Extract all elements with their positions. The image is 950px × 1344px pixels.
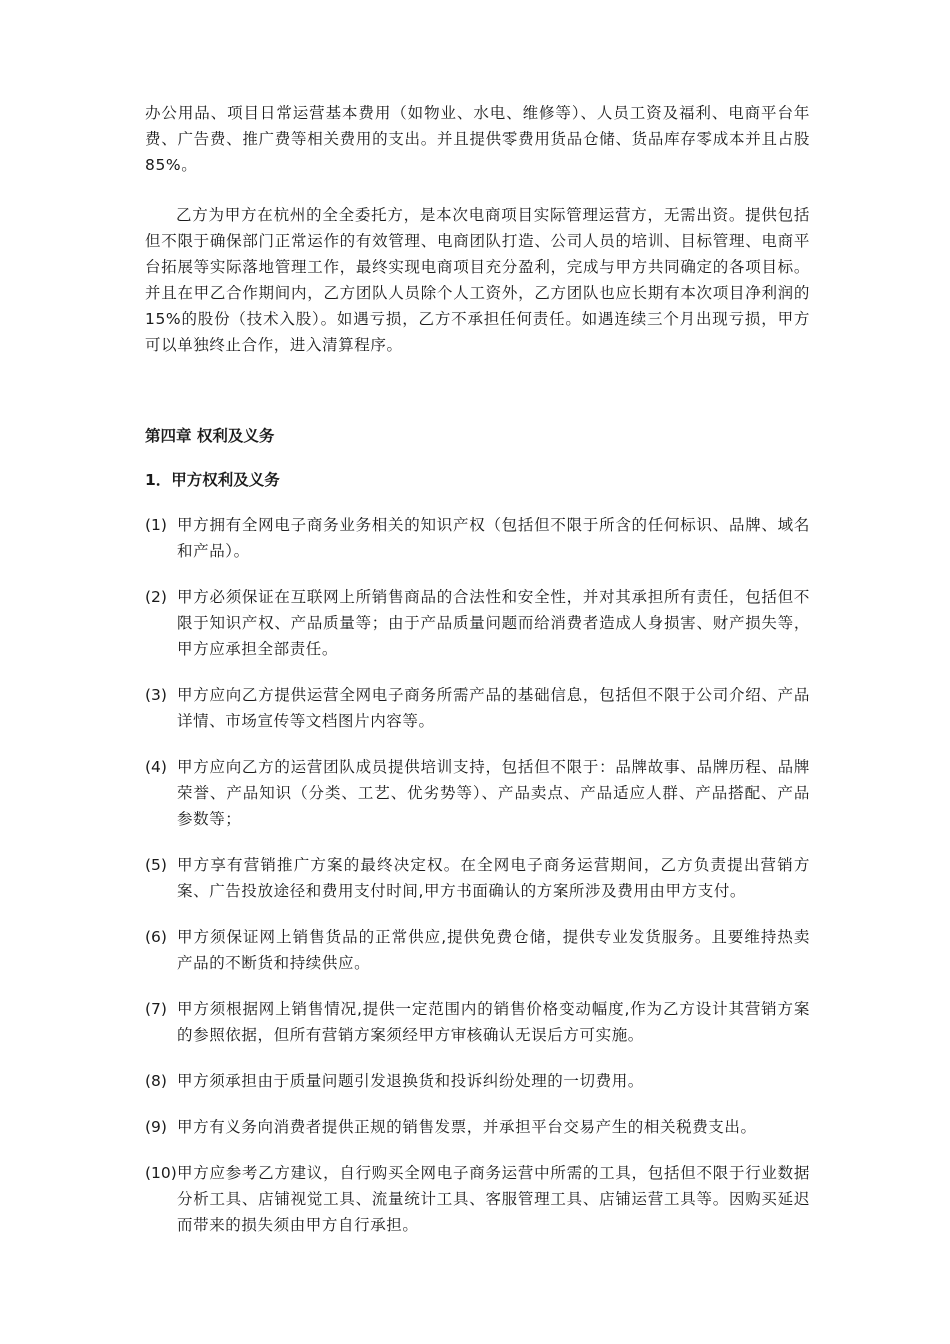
- list-item-text: 甲方应向乙方提供运营全网电子商务所需产品的基础信息，包括但不限于公司介绍、产品详情、市场宣传等文档图片内容等。: [177, 686, 810, 730]
- list-item-text: 甲方拥有全网电子商务业务相关的知识产权（包括但不限于所含的任何标识、品牌、域名和产品）。: [177, 516, 810, 560]
- list-item-text: 甲方有义务向消费者提供正规的销售发票，并承担平台交易产生的相关税费支出。: [177, 1118, 757, 1136]
- list-item-number: (9): [145, 1118, 167, 1136]
- list-item: [145, 1114, 810, 1140]
- list-item-number: (3): [145, 686, 167, 704]
- list-item-number: (5): [145, 856, 167, 874]
- list-item-text: 甲方须承担由于质量问题引发退换货和投诉纠纷处理的一切费用。: [177, 1072, 644, 1090]
- chapter-title: 第四章 权利及义务: [145, 427, 275, 445]
- list-item-number: (6): [145, 928, 167, 946]
- list-item-number: (8): [145, 1072, 167, 1090]
- list-item-text: 甲方须根据网上销售情况,提供一定范围内的销售价格变动幅度,作为乙方设计其营销方案的参照依据，但所有营销方案须经甲方审核确认无误后方可实施。: [177, 1000, 810, 1044]
- list-item: [145, 852, 810, 904]
- list-item: [145, 682, 810, 734]
- paragraph-2: 乙方为甲方在杭州的全全委托方，是本次电商项目实际管理运营方，无需出资。提供包括但不限于确保部门正常运作的有效管理、电商团队打造、公司人员的培训、目标管理、电商平台拓展等实际落地管理工作，最终实现电商项目充分盈利，完成与甲方共同确定的各项目标。并且在甲乙合作期间内，乙方团队人员除个人工资外，乙方团队也应长期有本次项目净利润的 15%的股份（技术入股）。如遇亏损，乙方不承担任何责任。如遇连续三个月出现亏损，甲方可以单独终止合作，进入清算程序。: [145, 206, 810, 354]
- section-title: 1．甲方权利及义务: [145, 471, 280, 489]
- list-item-text: 甲方应参考乙方建议，自行购买全网电子商务运营中所需的工具，包括但不限于行业数据分析工具、店铺视觉工具、流量统计工具、客服管理工具、店铺运营工具等。因购买延迟而带来的损失须由甲方自行承担。: [177, 1164, 810, 1234]
- list-item-number: (7): [145, 1000, 167, 1018]
- list-item-text: 甲方必须保证在互联网上所销售商品的合法性和安全性，并对其承担所有责任，包括但不限于知识产权、产品质量等；由于产品质量问题而给消费者造成人身损害、财产损失等，甲方应承担全部责任。: [177, 588, 810, 658]
- list-item-number: (4): [145, 758, 167, 776]
- list-item-text: 甲方应向乙方的运营团队成员提供培训支持，包括但不限于：品牌故事、品牌历程、品牌荣誉、产品知识（分类、工艺、优劣势等）、产品卖点、产品适应人群、产品搭配、产品参数等；: [177, 758, 810, 828]
- paragraph-1: 办公用品、项目日常运营基本费用（如物业、水电、维修等）、人员工资及福利、电商平台年费、广告费、推广费等相关费用的支出。并且提供零费用货品仓储、货品库存零成本并且占股 85%。: [145, 104, 810, 174]
- list-item: [145, 924, 810, 976]
- list-item-number: (10): [145, 1164, 177, 1182]
- list-item-number: (2): [145, 588, 167, 606]
- list-item: [145, 1068, 810, 1094]
- list-item: [145, 996, 810, 1048]
- list-item-number: (1): [145, 516, 167, 534]
- list-item: [145, 512, 810, 564]
- list-item: [145, 584, 810, 662]
- list-item-text: 甲方享有营销推广方案的最终决定权。在全网电子商务运营期间，乙方负责提出营销方案、广告投放途径和费用支付时间,甲方书面确认的方案所涉及费用由甲方支付。: [177, 856, 810, 900]
- list-item-text: 甲方须保证网上销售货品的正常供应,提供免费仓储，提供专业发货服务。且要维持热卖产品的不断货和持续供应。: [177, 928, 810, 972]
- intro-paragraphs: [145, 100, 810, 358]
- obligations-list: [145, 512, 810, 1258]
- list-item: [145, 754, 810, 832]
- list-item: [145, 1160, 810, 1238]
